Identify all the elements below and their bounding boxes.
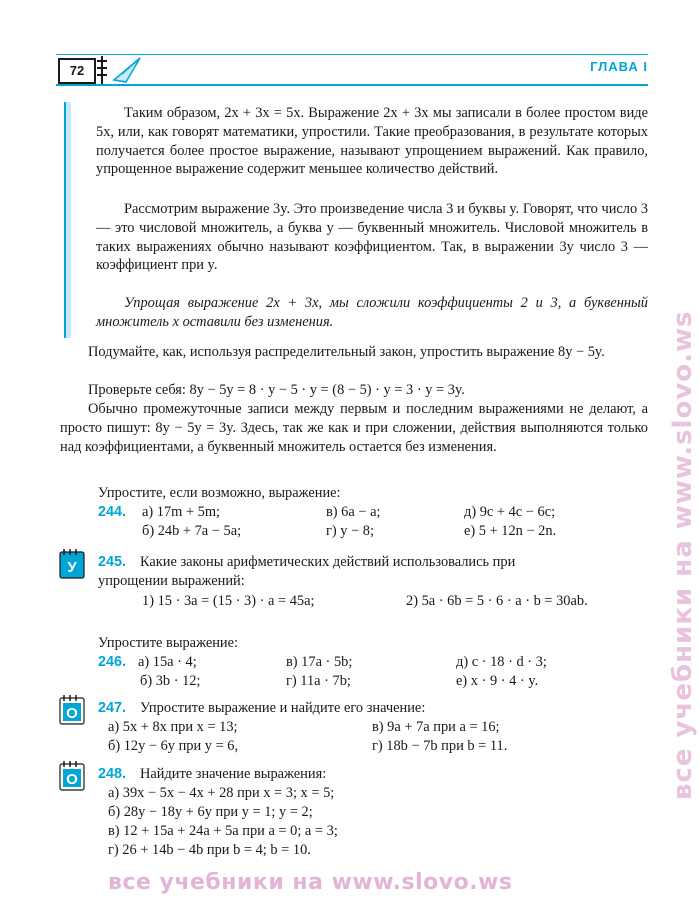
paragraph-check: Проверьте себя: 8y − 5y = 8 · y − 5 · y = (8 − 5) · y = 3 · y = 3y.	[88, 382, 465, 398]
ex247-item-a: а) 5x + 8x при x = 13;	[108, 719, 238, 735]
svg-text:О: О	[66, 771, 78, 788]
ex248-item-b: б) 28y − 18y + 6y при y = 1; y = 2;	[108, 804, 313, 820]
ex246-item-b: б) 3b · 12;	[140, 673, 201, 689]
box-paragraph-1: Таким образом, 2x + 3x = 5x. Выражение 2x + 3x мы записали в более простом виде 5x, или, как говорят математики, упростили. Такие преобразования, в результате которых получается более простое выражение, называют упрощением выражений. Как правило, упрощенное выражение содержит меньшее количество действий.	[96, 105, 648, 178]
watermark-bottom: все учебники на www.slovo.ws	[108, 870, 513, 895]
ex245-number: 245.	[98, 554, 127, 570]
page-number: 72	[58, 58, 96, 84]
ex245-item-2: 2) 5a · 6b = 5 · 6 · a · b = 30ab.	[406, 593, 588, 609]
ex247-item-v: в) 9a + 7a при a = 16;	[372, 719, 500, 735]
ex248-number: 248.	[98, 766, 127, 782]
ex244-item-v: в) 6a − a;	[326, 504, 381, 520]
ex244-item-d: д) 9c + 4c − 6c;	[464, 504, 556, 520]
ex244-item-b: б) 24b + 7a − 5a;	[142, 523, 242, 539]
spiral-binding-icon	[96, 56, 108, 84]
ex247-item-b: б) 12y − 6y при y = 6,	[108, 738, 239, 754]
svg-text:У: У	[67, 559, 77, 576]
ex247-number: 247.	[98, 700, 127, 716]
paragraph-usually: Обычно промежуточные записи между первым и последним выражениями не делают, а просто пишут: 8y − 5y = 3y. Здесь, так же как и при сложении, действия выполняются только над коэффициентами, а буквенный множитель остается без изменения.	[60, 401, 648, 455]
svg-text:О: О	[66, 705, 78, 722]
header-rule-bottom	[56, 84, 648, 86]
notebook-o-icon	[58, 694, 86, 726]
box-paragraph-3: Упрощая выражение 2x + 3x, мы сложили коэффициенты 2 и 3, а буквенный множитель x оставили без изменения.	[96, 295, 648, 330]
paper-plane-icon	[112, 56, 142, 84]
ex244-number: 244.	[98, 504, 127, 520]
ex244-item-a: а) 17m + 5m;	[142, 504, 221, 520]
header-rule-top	[56, 54, 648, 55]
ex246-item-e: е) x · 9 · 4 · y.	[456, 673, 539, 689]
ex246-number: 246.	[98, 654, 127, 670]
definition-box-marker	[64, 102, 71, 338]
ex246-item-d: д) c · 18 · d · 3;	[456, 654, 547, 670]
notebook-o-icon	[58, 760, 86, 792]
box-paragraph-2: Рассмотрим выражение 3y. Это произведение числа 3 и буквы y. Говорят, что число 3 — это числовой множитель, а буква y — буквенный множитель. Числовой множитель в таких выражениях обычно называют коэффициентом. Так, в выражении 3y число 3 — коэффициент при y.	[96, 201, 648, 274]
chapter-title: ГЛАВА I	[590, 59, 648, 74]
ex244-item-g: г) y − 8;	[326, 523, 374, 539]
ex248-text: Найдите значение выражения:	[140, 766, 327, 782]
notebook-u-icon	[58, 548, 86, 580]
ex246-item-a: а) 15a · 4;	[138, 654, 197, 670]
ex245-text-line2: упрощении выражений:	[98, 573, 245, 589]
ex244-intro: Упростите, если возможно, выражение:	[98, 485, 341, 501]
paragraph-think: Подумайте, как, используя распределительный закон, упростить выражение 8y − 5y.	[88, 344, 605, 360]
ex248-item-g: г) 26 + 14b − 4b при b = 4; b = 10.	[108, 842, 311, 858]
ex247-text: Упростите выражение и найдите его значение:	[140, 700, 426, 716]
ex248-item-a: а) 39x − 5x − 4x + 28 при x = 3; x = 5;	[108, 785, 335, 801]
ex245-text-line1: Какие законы арифметических действий использовались при	[140, 554, 516, 570]
ex247-item-g: г) 18b − 7b при b = 11.	[372, 738, 508, 754]
ex246-item-v: в) 17a · 5b;	[286, 654, 353, 670]
ex245-item-1: 1) 15 · 3a = (15 · 3) · a = 45a;	[142, 593, 315, 609]
ex246-item-g: г) 11a · 7b;	[286, 673, 351, 689]
ex248-item-v: в) 12 + 15a + 24a + 5a при a = 0; a = 3;	[108, 823, 338, 839]
ex244-item-e: е) 5 + 12n − 2n.	[464, 523, 557, 539]
watermark-side: все учебники на www.slovo.ws	[668, 310, 698, 800]
ex246-intro: Упростите выражение:	[98, 635, 238, 651]
